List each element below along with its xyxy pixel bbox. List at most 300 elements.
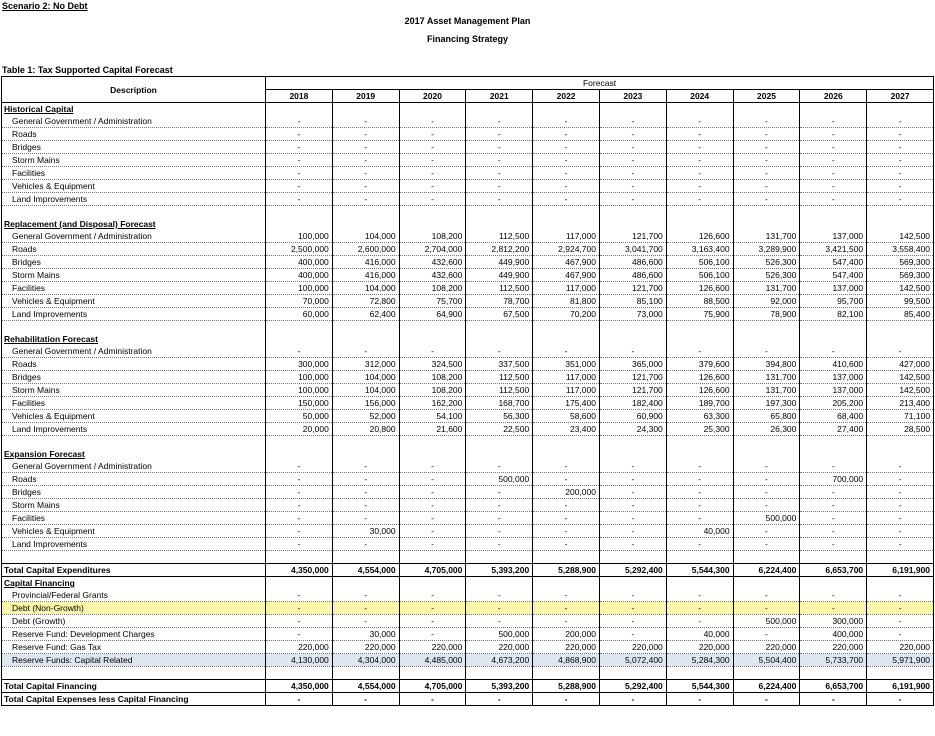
value-cell-2020: - (399, 525, 466, 538)
table-row (2, 308, 934, 321)
empty-cell (867, 667, 934, 680)
empty-cell (332, 333, 399, 345)
total-row (2, 564, 934, 577)
value-cell-2024: 40,000 (666, 628, 733, 641)
value-cell-2018: 220,000 (266, 641, 333, 654)
value-cell-2025: 526,300 (733, 256, 800, 269)
value-cell-2020: 4,705,000 (399, 680, 466, 693)
value-cell-2021: - (466, 460, 533, 473)
value-cell-2023: 73,000 (599, 308, 666, 321)
value-cell-2018: - (266, 193, 333, 206)
year-header-2024: 2024 (666, 90, 733, 103)
value-cell-2024: 126,600 (666, 384, 733, 397)
value-cell-2021: - (466, 193, 533, 206)
empty-cell (666, 103, 733, 116)
value-cell-2023: - (599, 693, 666, 706)
value-cell-2019: 312,000 (332, 358, 399, 371)
table-row (2, 230, 934, 243)
empty-cell (533, 206, 600, 219)
value-cell-2027: 85,400 (867, 308, 934, 321)
value-cell-2018: - (266, 615, 333, 628)
empty-cell (466, 551, 533, 564)
value-cell-2021: 5,393,200 (466, 680, 533, 693)
value-cell-2026: 137,000 (800, 384, 867, 397)
value-cell-2023: 5,292,400 (599, 564, 666, 577)
value-cell-2020: - (399, 499, 466, 512)
section-header-row (2, 218, 934, 230)
empty-cell (466, 667, 533, 680)
value-cell-2020: 21,600 (399, 423, 466, 436)
value-cell-2018: 150,000 (266, 397, 333, 410)
empty-cell (733, 321, 800, 334)
value-cell-2022: - (533, 154, 600, 167)
empty-cell (266, 321, 333, 334)
empty-cell (332, 577, 399, 590)
value-cell-2027: 6,191,900 (867, 564, 934, 577)
value-cell-2023: 85,100 (599, 295, 666, 308)
value-cell-2027: - (867, 141, 934, 154)
value-cell-2027: 142,500 (867, 384, 934, 397)
value-cell-2022: 81,800 (533, 295, 600, 308)
total-row (2, 693, 934, 706)
value-cell-2018: 100,000 (266, 371, 333, 384)
table-row (2, 115, 934, 128)
empty-cell (867, 448, 934, 460)
value-cell-2022: - (533, 115, 600, 128)
value-cell-2022: - (533, 193, 600, 206)
table-caption: Table 1: Tax Supported Capital Forecast (2, 65, 173, 75)
value-cell-2019: 30,000 (332, 525, 399, 538)
value-cell-2022: - (533, 167, 600, 180)
value-cell-2022: - (533, 525, 600, 538)
value-cell-2025: - (733, 525, 800, 538)
value-cell-2019: - (332, 615, 399, 628)
empty-cell (800, 103, 867, 116)
value-cell-2021: - (466, 486, 533, 499)
value-cell-2027: 220,000 (867, 641, 934, 654)
empty-cell (533, 577, 600, 590)
value-cell-2020: 432,600 (399, 269, 466, 282)
value-cell-2021: - (466, 128, 533, 141)
value-cell-2023: - (599, 512, 666, 525)
value-cell-2027: 28,500 (867, 423, 934, 436)
empty-cell (800, 448, 867, 460)
empty-cell (2, 206, 266, 219)
value-cell-2020: 220,000 (399, 641, 466, 654)
empty-cell (332, 206, 399, 219)
empty-cell (332, 218, 399, 230)
value-cell-2020: - (399, 693, 466, 706)
value-cell-2018: 20,000 (266, 423, 333, 436)
row-label: Facilities (2, 282, 266, 295)
value-cell-2019: 416,000 (332, 269, 399, 282)
empty-cell (733, 206, 800, 219)
row-label: Debt (Non-Growth) (2, 602, 266, 615)
value-cell-2021: - (466, 589, 533, 602)
value-cell-2022: - (533, 141, 600, 154)
value-cell-2018: 2,500,000 (266, 243, 333, 256)
value-cell-2025: - (733, 693, 800, 706)
table-row (2, 602, 934, 615)
empty-cell (867, 577, 934, 590)
value-cell-2023: - (599, 345, 666, 358)
value-cell-2023: 121,700 (599, 384, 666, 397)
value-cell-2024: - (666, 460, 733, 473)
value-cell-2019: - (332, 128, 399, 141)
empty-cell (332, 448, 399, 460)
empty-cell (599, 103, 666, 116)
value-cell-2019: 416,000 (332, 256, 399, 269)
section-label: Rehabilitation Forecast (2, 333, 266, 345)
table-row (2, 473, 934, 486)
value-cell-2022: - (533, 615, 600, 628)
empty-cell (599, 577, 666, 590)
value-cell-2018: 70,000 (266, 295, 333, 308)
table-row (2, 141, 934, 154)
value-cell-2023: 121,700 (599, 282, 666, 295)
value-cell-2026: 137,000 (800, 371, 867, 384)
empty-cell (332, 551, 399, 564)
value-cell-2026: - (800, 486, 867, 499)
value-cell-2022: 220,000 (533, 641, 600, 654)
value-cell-2027: - (867, 128, 934, 141)
value-cell-2021: - (466, 525, 533, 538)
row-label: Total Capital Expenditures (2, 564, 266, 577)
row-label: Roads (2, 358, 266, 371)
table-row (2, 525, 934, 538)
year-header-2026: 2026 (800, 90, 867, 103)
value-cell-2024: - (666, 141, 733, 154)
value-cell-2023: - (599, 589, 666, 602)
empty-cell (800, 436, 867, 449)
value-cell-2022: - (533, 512, 600, 525)
empty-cell (666, 333, 733, 345)
empty-cell (666, 206, 733, 219)
value-cell-2024: 5,544,300 (666, 680, 733, 693)
value-cell-2021: - (466, 115, 533, 128)
empty-cell (332, 103, 399, 116)
value-cell-2020: - (399, 141, 466, 154)
value-cell-2024: 506,100 (666, 256, 733, 269)
value-cell-2020: 54,100 (399, 410, 466, 423)
value-cell-2022: - (533, 602, 600, 615)
value-cell-2020: - (399, 193, 466, 206)
value-cell-2026: - (800, 589, 867, 602)
value-cell-2018: 300,000 (266, 358, 333, 371)
capital-forecast-table (1, 76, 934, 706)
value-cell-2020: 108,200 (399, 230, 466, 243)
value-cell-2026: - (800, 512, 867, 525)
value-cell-2022: 58,600 (533, 410, 600, 423)
value-cell-2027: - (867, 538, 934, 551)
value-cell-2024: 506,100 (666, 269, 733, 282)
table-row (2, 371, 934, 384)
row-label: Land Improvements (2, 423, 266, 436)
empty-cell (466, 218, 533, 230)
value-cell-2026: 137,000 (800, 230, 867, 243)
value-cell-2018: - (266, 538, 333, 551)
empty-cell (599, 448, 666, 460)
year-header-2023: 2023 (599, 90, 666, 103)
empty-cell (733, 577, 800, 590)
table-row (2, 615, 934, 628)
value-cell-2021: - (466, 538, 533, 551)
value-cell-2020: 4,485,000 (399, 654, 466, 667)
value-cell-2026: 3,421,500 (800, 243, 867, 256)
empty-cell (399, 218, 466, 230)
row-label: Storm Mains (2, 384, 266, 397)
value-cell-2019: 20,800 (332, 423, 399, 436)
value-cell-2018: - (266, 693, 333, 706)
row-label: General Government / Administration (2, 115, 266, 128)
value-cell-2021: 2,812,200 (466, 243, 533, 256)
value-cell-2020: - (399, 486, 466, 499)
value-cell-2026: - (800, 499, 867, 512)
value-cell-2022: 200,000 (533, 628, 600, 641)
value-cell-2021: - (466, 141, 533, 154)
value-cell-2025: - (733, 589, 800, 602)
value-cell-2020: 108,200 (399, 371, 466, 384)
row-label: Total Capital Financing (2, 680, 266, 693)
value-cell-2018: - (266, 499, 333, 512)
value-cell-2024: - (666, 345, 733, 358)
value-cell-2027: 6,191,900 (867, 680, 934, 693)
value-cell-2025: 500,000 (733, 615, 800, 628)
value-cell-2024: - (666, 589, 733, 602)
value-cell-2019: 62,400 (332, 308, 399, 321)
value-cell-2018: - (266, 167, 333, 180)
value-cell-2023: - (599, 128, 666, 141)
value-cell-2018: 100,000 (266, 230, 333, 243)
value-cell-2027: 569,300 (867, 269, 934, 282)
empty-cell (2, 321, 266, 334)
value-cell-2020: - (399, 128, 466, 141)
empty-cell (399, 448, 466, 460)
table-row (2, 193, 934, 206)
value-cell-2025: 526,300 (733, 269, 800, 282)
value-cell-2021: 168,700 (466, 397, 533, 410)
table-row (2, 384, 934, 397)
empty-cell (800, 321, 867, 334)
value-cell-2020: - (399, 589, 466, 602)
value-cell-2023: 3,041,700 (599, 243, 666, 256)
empty-cell (533, 551, 600, 564)
empty-cell (533, 321, 600, 334)
table-row (2, 256, 934, 269)
value-cell-2026: 410,600 (800, 358, 867, 371)
table-row (2, 486, 934, 499)
value-cell-2018: 100,000 (266, 384, 333, 397)
value-cell-2026: 400,000 (800, 628, 867, 641)
value-cell-2026: 300,000 (800, 615, 867, 628)
value-cell-2020: - (399, 154, 466, 167)
table-row (2, 358, 934, 371)
value-cell-2022: 117,000 (533, 282, 600, 295)
empty-cell (867, 103, 934, 116)
value-cell-2022: - (533, 128, 600, 141)
empty-cell (666, 667, 733, 680)
value-cell-2027: - (867, 154, 934, 167)
empty-cell (2, 551, 266, 564)
value-cell-2018: - (266, 115, 333, 128)
empty-cell (666, 436, 733, 449)
value-cell-2019: - (332, 345, 399, 358)
empty-cell (399, 333, 466, 345)
value-cell-2026: 82,100 (800, 308, 867, 321)
value-cell-2024: - (666, 538, 733, 551)
value-cell-2019: - (332, 141, 399, 154)
value-cell-2023: - (599, 115, 666, 128)
table-row (2, 397, 934, 410)
value-cell-2022: 5,288,900 (533, 680, 600, 693)
value-cell-2024: 220,000 (666, 641, 733, 654)
empty-cell (266, 667, 333, 680)
forecast-header: Forecast (266, 77, 934, 90)
value-cell-2018: 60,000 (266, 308, 333, 321)
value-cell-2022: 2,924,700 (533, 243, 600, 256)
value-cell-2019: 72,800 (332, 295, 399, 308)
value-cell-2019: 104,000 (332, 282, 399, 295)
empty-cell (399, 577, 466, 590)
table-row (2, 499, 934, 512)
value-cell-2027: - (867, 167, 934, 180)
value-cell-2026: - (800, 115, 867, 128)
value-cell-2025: - (733, 193, 800, 206)
value-cell-2025: 65,800 (733, 410, 800, 423)
empty-cell (266, 551, 333, 564)
empty-cell (867, 333, 934, 345)
empty-cell (867, 436, 934, 449)
value-cell-2025: - (733, 154, 800, 167)
section-label: Capital Financing (2, 577, 266, 590)
year-header-2022: 2022 (533, 90, 600, 103)
value-cell-2025: 131,700 (733, 371, 800, 384)
row-label: Reserve Fund: Gas Tax (2, 641, 266, 654)
value-cell-2026: 137,000 (800, 282, 867, 295)
empty-cell (599, 206, 666, 219)
value-cell-2026: - (800, 180, 867, 193)
empty-cell (800, 667, 867, 680)
table-row (2, 628, 934, 641)
table-row (2, 243, 934, 256)
value-cell-2023: 24,300 (599, 423, 666, 436)
value-cell-2023: - (599, 460, 666, 473)
year-header-2021: 2021 (466, 90, 533, 103)
value-cell-2018: - (266, 525, 333, 538)
value-cell-2024: - (666, 693, 733, 706)
value-cell-2019: 156,000 (332, 397, 399, 410)
value-cell-2024: 5,284,300 (666, 654, 733, 667)
section-header-row (2, 577, 934, 590)
value-cell-2022: - (533, 538, 600, 551)
table-row (2, 180, 934, 193)
section-label: Replacement (and Disposal) Forecast (2, 218, 266, 230)
value-cell-2022: 117,000 (533, 230, 600, 243)
value-cell-2027: 427,000 (867, 358, 934, 371)
value-cell-2027: 569,300 (867, 256, 934, 269)
value-cell-2018: 50,000 (266, 410, 333, 423)
row-label: Storm Mains (2, 269, 266, 282)
row-label: Land Improvements (2, 193, 266, 206)
empty-cell (733, 448, 800, 460)
empty-cell (867, 321, 934, 334)
value-cell-2023: 486,600 (599, 269, 666, 282)
value-cell-2024: 25,300 (666, 423, 733, 436)
empty-cell (266, 103, 333, 116)
value-cell-2024: - (666, 115, 733, 128)
value-cell-2019: - (332, 473, 399, 486)
value-cell-2025: 500,000 (733, 512, 800, 525)
value-cell-2023: 121,700 (599, 371, 666, 384)
value-cell-2020: 2,704,000 (399, 243, 466, 256)
value-cell-2027: 3,558,400 (867, 243, 934, 256)
value-cell-2025: 131,700 (733, 230, 800, 243)
value-cell-2026: - (800, 154, 867, 167)
value-cell-2023: - (599, 486, 666, 499)
value-cell-2019: - (332, 589, 399, 602)
value-cell-2025: - (733, 486, 800, 499)
value-cell-2027: 142,500 (867, 371, 934, 384)
empty-cell (266, 436, 333, 449)
value-cell-2025: - (733, 128, 800, 141)
value-cell-2022: - (533, 180, 600, 193)
value-cell-2021: 112,500 (466, 282, 533, 295)
row-label: General Government / Administration (2, 345, 266, 358)
value-cell-2023: 365,000 (599, 358, 666, 371)
value-cell-2022: 117,000 (533, 384, 600, 397)
value-cell-2021: 56,300 (466, 410, 533, 423)
value-cell-2019: 4,554,000 (332, 680, 399, 693)
value-cell-2019: 104,000 (332, 230, 399, 243)
section-header-row (2, 448, 934, 460)
value-cell-2021: 112,500 (466, 230, 533, 243)
value-cell-2027: - (867, 193, 934, 206)
empty-cell (800, 551, 867, 564)
value-cell-2027: 142,500 (867, 230, 934, 243)
value-cell-2022: - (533, 460, 600, 473)
value-cell-2025: 92,000 (733, 295, 800, 308)
value-cell-2018: - (266, 141, 333, 154)
empty-cell (466, 436, 533, 449)
empty-cell (533, 218, 600, 230)
value-cell-2022: 200,000 (533, 486, 600, 499)
value-cell-2018: - (266, 460, 333, 473)
value-cell-2023: - (599, 538, 666, 551)
value-cell-2024: - (666, 602, 733, 615)
empty-cell (599, 321, 666, 334)
value-cell-2023: - (599, 141, 666, 154)
table-row (2, 128, 934, 141)
table-row (2, 512, 934, 525)
value-cell-2019: - (332, 193, 399, 206)
value-cell-2026: 6,653,700 (800, 564, 867, 577)
empty-cell (533, 667, 600, 680)
value-cell-2021: 112,500 (466, 384, 533, 397)
row-label: Roads (2, 128, 266, 141)
table-row (2, 654, 934, 667)
empty-cell (599, 551, 666, 564)
table-row (2, 154, 934, 167)
value-cell-2027: - (867, 180, 934, 193)
value-cell-2018: - (266, 345, 333, 358)
spacer-row (2, 321, 934, 334)
value-cell-2022: - (533, 589, 600, 602)
value-cell-2019: 104,000 (332, 371, 399, 384)
value-cell-2024: 75,900 (666, 308, 733, 321)
empty-cell (466, 577, 533, 590)
year-header-2025: 2025 (733, 90, 800, 103)
value-cell-2027: - (867, 460, 934, 473)
